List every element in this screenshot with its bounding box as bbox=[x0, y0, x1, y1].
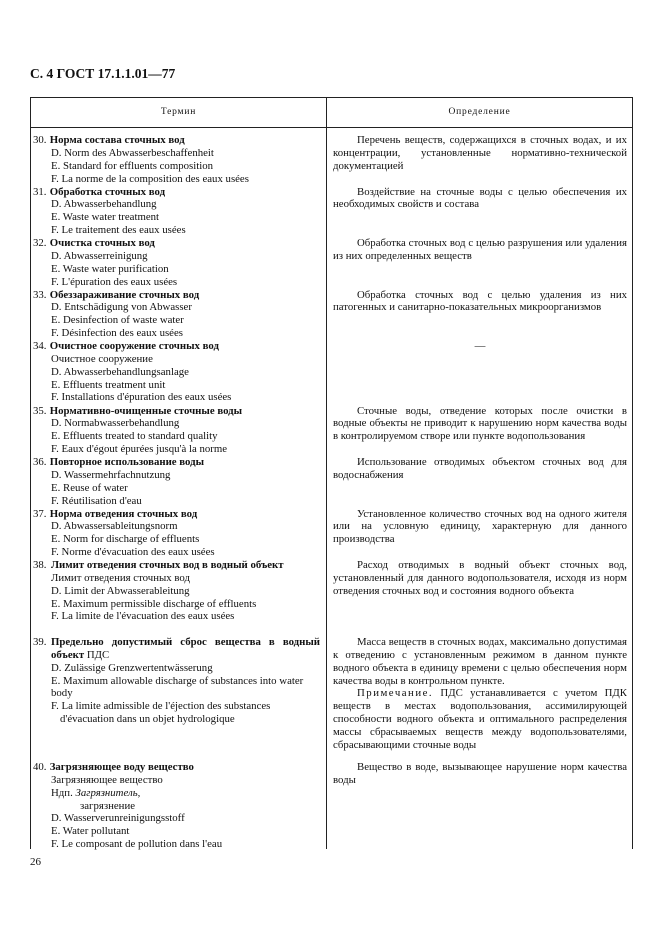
entry-number: 33. bbox=[33, 288, 47, 301]
term-title: Очистка сточных вод bbox=[49, 237, 155, 249]
definition-text: Масса веществ в сточных водах, максимально допустимая к отведению с установленным режимом в данном пункте водного объекта в единицу времени с целью обеспечения норм качества воды в контрольном пункте. bbox=[333, 636, 627, 687]
term-title: Очистное сооружение сточных вод bbox=[49, 340, 219, 352]
term-cell bbox=[33, 559, 320, 623]
term-ndp bbox=[33, 787, 320, 800]
term-cell bbox=[33, 186, 320, 237]
term-en: E. Maximum permissible discharge of effluents bbox=[51, 597, 257, 610]
term-de: D. Abwasserbehandlung bbox=[51, 198, 157, 211]
definition-text: Обработка сточных вод с целью удаления из них патогенных и санитарно-показательных микроорганизмов bbox=[333, 288, 627, 314]
entry-number: 40. bbox=[33, 761, 47, 773]
term-fr: F. La norme de la composition des eaux usées bbox=[51, 172, 249, 185]
term-title: Нормативно-очищенные сточные воды bbox=[49, 404, 243, 417]
definition-cell bbox=[333, 559, 627, 598]
ndp-term-2: загрязнение bbox=[80, 799, 136, 812]
term-de: D. Abwassersableitungsnorm bbox=[51, 520, 178, 533]
definition-cell bbox=[333, 340, 627, 353]
entry-number: 32. bbox=[33, 237, 47, 249]
term-de: D. Abwasserbehandlungsanlage bbox=[51, 365, 189, 378]
term-title: Обеззараживание сточных вод bbox=[49, 288, 200, 301]
column-divider bbox=[326, 98, 327, 849]
definition-text: Сточные воды, отведение которых после очистки в водные объекты не приводит к нарушению норм качества воды в контролируемом створе или пункте водопользования bbox=[333, 404, 627, 443]
term-cell bbox=[33, 405, 320, 456]
term-fr-wrap bbox=[33, 700, 320, 726]
term-de: D. Wassermehrfachnutzung bbox=[51, 468, 171, 481]
definition-cell bbox=[333, 456, 627, 482]
term-synonym: Загрязняющее вещество bbox=[51, 773, 163, 786]
term-title: Норма отведения сточных вод bbox=[49, 507, 198, 520]
entry-number: 37. bbox=[33, 507, 47, 520]
term-fr: F. Le traitement des eaux usées bbox=[51, 224, 186, 237]
note-label: Примечание. bbox=[357, 687, 434, 700]
term-title: Лимит отведения сточных вод в водный объект bbox=[51, 559, 284, 571]
term-title: Загрязняющее воду вещество bbox=[49, 761, 194, 773]
entry-number: 35. bbox=[33, 404, 47, 417]
term-de: D. Limit der Abwasserableitung bbox=[51, 584, 190, 597]
term-abbreviation: ПДС bbox=[86, 648, 110, 661]
column-header-definition: Определение bbox=[448, 107, 511, 117]
term-de: D. Abwasserreinigung bbox=[51, 249, 148, 262]
page-header: С. 4 ГОСТ 17.1.1.01—77 bbox=[30, 66, 176, 81]
entry-number: 31. bbox=[33, 185, 47, 198]
term-en: E. Waste water purification bbox=[51, 262, 169, 275]
term-cell bbox=[33, 134, 320, 185]
definition-text: — bbox=[474, 340, 486, 352]
term-fr: F. Norme d'évacuation des eaux usées bbox=[51, 546, 215, 559]
term-de: D. Zulässige Grenzwertentwässerung bbox=[51, 661, 213, 674]
definition-cell bbox=[333, 237, 627, 263]
term-en: E. Desinfection of waste water bbox=[51, 314, 184, 327]
definition-cell bbox=[333, 405, 627, 444]
definition-text: Обработка сточных вод с целью разрушения или удаления из них определенных веществ bbox=[333, 237, 627, 262]
definition-cell bbox=[333, 761, 627, 787]
term-fr: F. L'épuration des eaux usées bbox=[51, 275, 178, 288]
entry-number: 30. bbox=[33, 134, 47, 146]
entry-number: 38. bbox=[33, 559, 47, 571]
term-cell bbox=[33, 636, 320, 726]
term-de: D. Norm des Abwasserbeschaffenheit bbox=[51, 146, 214, 159]
ndp-label: Ндп. bbox=[51, 786, 73, 799]
definition-cell bbox=[333, 289, 627, 315]
entry-number: 39. bbox=[33, 636, 47, 648]
term-cell bbox=[33, 289, 320, 340]
term-fr: F. Le composant de pollution dans l'eau bbox=[51, 838, 223, 851]
definition-note bbox=[333, 687, 627, 751]
term-fr: F. Eaux d'égout épurées jusqu'à la norme bbox=[51, 443, 228, 456]
term-en: E. Effluents treatment unit bbox=[51, 378, 166, 391]
definition-cell bbox=[333, 186, 627, 212]
term-title: Предельно допустимый сброс вещества в водный объект bbox=[51, 636, 320, 661]
term-fr: F. Installations d'épuration des eaux usées bbox=[51, 391, 232, 404]
term-en: E. Maximum allowable discharge of substances into water body bbox=[51, 674, 304, 700]
term-en: E. Standard for effluents composition bbox=[51, 159, 214, 172]
term-cell bbox=[33, 340, 320, 404]
term-en: E. Reuse of water bbox=[51, 481, 128, 494]
term-en: E. Norm for discharge of effluents bbox=[51, 533, 200, 546]
term-cell bbox=[33, 508, 320, 559]
term-cell bbox=[33, 761, 320, 851]
definition-text: Перечень веществ, содержащихся в сточных водах, и их концентрации, установленные нормативно-технической документацией bbox=[333, 134, 627, 172]
ndp-term: Загрязнитель, bbox=[75, 786, 141, 799]
entry-number: 34. bbox=[33, 340, 47, 352]
entry-number: 36. bbox=[33, 456, 47, 468]
note-text: ПДС устанавливается с учетом ПДК веществ в местах водопользования, ассимилирующей способности водного объекта и оптимального распределения массы сбрасываемых веществ между водопользователями, сбрасывающими сточные воды bbox=[333, 687, 627, 751]
term-title: Норма состава сточных вод bbox=[49, 134, 185, 146]
term-fr: F. Désinfection des eaux usées bbox=[51, 327, 183, 340]
terms-table bbox=[30, 97, 633, 849]
term-synonym: Лимит отведения сточных вод bbox=[51, 571, 190, 584]
column-header-term: Термин bbox=[160, 107, 197, 117]
definition-text: Вещество в воде, вызывающее нарушение норм качества воды bbox=[333, 761, 627, 786]
table-header-row bbox=[31, 98, 632, 128]
term-en: E. Water pollutant bbox=[51, 825, 130, 838]
term-synonym: Очистное сооружение bbox=[51, 352, 153, 365]
definition-text: Установленное количество сточных вод на одного жителя или на условную единицу, характерную для данного производства bbox=[333, 507, 627, 546]
definition-text: Воздействие на сточные воды с целью обеспечения их необходимых свойств и состава bbox=[333, 185, 627, 211]
term-de: D. Entschädigung von Abwasser bbox=[51, 301, 192, 314]
term-en: E. Waste water treatment bbox=[51, 211, 160, 224]
definition-cell bbox=[333, 134, 627, 173]
term-de: D. Normabwasserbehandlung bbox=[51, 417, 180, 430]
page-number: 26 bbox=[30, 856, 41, 868]
term-en: E. Effluents treated to standard quality bbox=[51, 430, 218, 443]
term-en-wrap bbox=[33, 675, 320, 701]
term-cell bbox=[33, 456, 320, 507]
term-fr: F. Réutilisation d'eau bbox=[51, 494, 142, 507]
term-title: Обработка сточных вод bbox=[49, 185, 166, 198]
term-cell bbox=[33, 237, 320, 288]
term-title: Повторное использование воды bbox=[49, 456, 205, 468]
definition-text: Использование отводимых объектом сточных вод для водоснабжения bbox=[333, 456, 627, 481]
term-de: D. Wasserverunreinigungsstoff bbox=[51, 812, 185, 825]
definition-cell bbox=[333, 508, 627, 547]
definition-cell bbox=[333, 636, 627, 752]
term-fr: F. La limite de l'évacuation des eaux usées bbox=[51, 610, 235, 623]
term-fr: F. La limite admissible de l'éjection des substances d'évacuation dans un objet hydrologique bbox=[51, 700, 271, 726]
definition-text: Расход отводимых в водный объект сточных вод, установленный для данного водопользователя, исходя из норм отведения сточных вод и состояния водного объекта bbox=[333, 559, 627, 597]
